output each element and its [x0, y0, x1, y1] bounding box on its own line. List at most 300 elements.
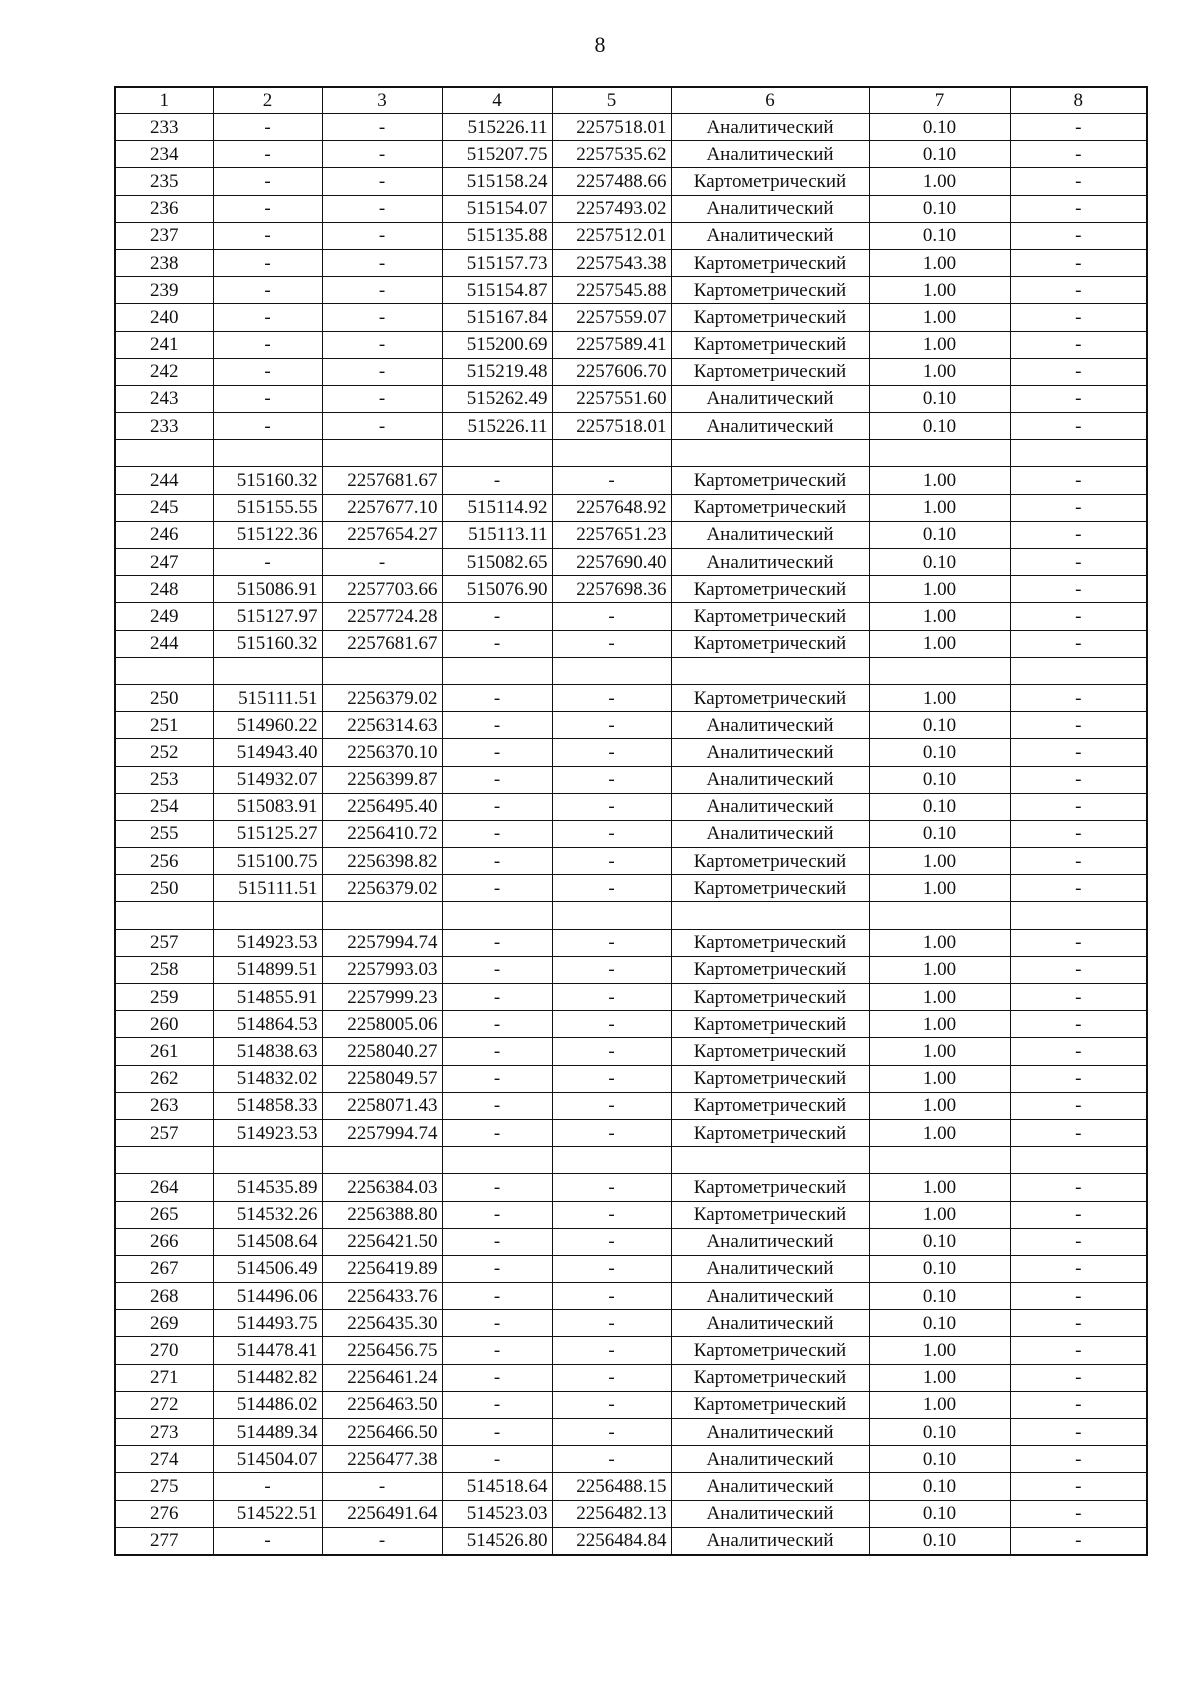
accuracy-cell: 1.00 — [869, 1337, 1010, 1364]
existing-x-cell: 514832.02 — [213, 1065, 322, 1092]
accuracy-cell: 1.00 — [869, 358, 1010, 385]
accuracy-cell: 0.10 — [869, 793, 1010, 820]
accuracy-cell: 1.00 — [869, 1011, 1010, 1038]
table-row — [115, 956, 1147, 983]
accuracy-cell: 0.10 — [869, 1419, 1010, 1446]
existing-x-cell: - — [213, 277, 322, 304]
new-x-cell: - — [442, 1391, 552, 1418]
existing-x-cell: - — [213, 549, 322, 576]
point-number-cell: 249 — [115, 603, 213, 630]
existing-x-cell: 514506.49 — [213, 1255, 322, 1282]
existing-y-cell: 2256370.10 — [322, 739, 442, 766]
table-row — [115, 630, 1147, 657]
point-number-cell: 277 — [115, 1527, 213, 1555]
accuracy-cell: 1.00 — [869, 277, 1010, 304]
existing-x-cell: 514899.51 — [213, 956, 322, 983]
table-row — [115, 467, 1147, 494]
new-y-cell: 2257535.62 — [552, 141, 671, 168]
method-cell: Аналитический — [671, 1446, 869, 1473]
description-cell: - — [1010, 848, 1147, 875]
description-cell: - — [1010, 1065, 1147, 1092]
existing-x-cell: 514504.07 — [213, 1446, 322, 1473]
point-number-cell: 254 — [115, 793, 213, 820]
existing-x-cell: 514855.91 — [213, 984, 322, 1011]
description-cell: - — [1010, 956, 1147, 983]
existing-x-cell: 515122.36 — [213, 521, 322, 548]
existing-x-cell: 514496.06 — [213, 1283, 322, 1310]
point-number-cell: 242 — [115, 358, 213, 385]
description-cell — [1010, 902, 1147, 929]
description-cell: - — [1010, 358, 1147, 385]
table-row — [115, 521, 1147, 548]
table-row — [115, 1391, 1147, 1418]
existing-x-cell: 514478.41 — [213, 1337, 322, 1364]
description-cell: - — [1010, 739, 1147, 766]
method-cell: Картометрический — [671, 1119, 869, 1146]
description-cell: - — [1010, 1092, 1147, 1119]
method-cell: Аналитический — [671, 114, 869, 141]
new-x-cell: 514518.64 — [442, 1473, 552, 1500]
new-y-cell — [552, 440, 671, 467]
new-x-cell: - — [442, 1201, 552, 1228]
table-row — [115, 1119, 1147, 1146]
new-y-cell: - — [552, 739, 671, 766]
coordinates-table — [114, 86, 1148, 1556]
table-separator-row — [115, 1147, 1147, 1174]
table-row — [115, 1527, 1147, 1555]
accuracy-cell: 0.10 — [869, 549, 1010, 576]
existing-x-cell: 515127.97 — [213, 603, 322, 630]
existing-y-cell: - — [322, 358, 442, 385]
accuracy-cell: 1.00 — [869, 848, 1010, 875]
existing-x-cell: - — [213, 195, 322, 222]
new-y-cell: - — [552, 712, 671, 739]
method-cell: Картометрический — [671, 304, 869, 331]
new-y-cell: 2257651.23 — [552, 521, 671, 548]
table-row — [115, 739, 1147, 766]
method-cell: Аналитический — [671, 1500, 869, 1527]
accuracy-cell: 1.00 — [869, 1092, 1010, 1119]
new-y-cell: - — [552, 984, 671, 1011]
existing-y-cell: 2256461.24 — [322, 1364, 442, 1391]
accuracy-cell: 1.00 — [869, 1038, 1010, 1065]
existing-x-cell: 514486.02 — [213, 1391, 322, 1418]
method-cell: Картометрический — [671, 331, 869, 358]
point-number-cell: 234 — [115, 141, 213, 168]
method-cell: Картометрический — [671, 848, 869, 875]
existing-y-cell: 2256435.30 — [322, 1310, 442, 1337]
existing-x-cell: 515160.32 — [213, 630, 322, 657]
point-number-cell — [115, 657, 213, 684]
table-row — [115, 1174, 1147, 1201]
accuracy-cell: 0.10 — [869, 195, 1010, 222]
column-header: 1 — [115, 87, 213, 114]
new-x-cell: 515135.88 — [442, 222, 552, 249]
point-number-cell: 266 — [115, 1228, 213, 1255]
method-cell: Картометрический — [671, 1174, 869, 1201]
existing-y-cell: 2258040.27 — [322, 1038, 442, 1065]
accuracy-cell: 0.10 — [869, 222, 1010, 249]
description-cell: - — [1010, 1201, 1147, 1228]
column-header: 7 — [869, 87, 1010, 114]
accuracy-cell — [869, 1147, 1010, 1174]
point-number-cell: 235 — [115, 168, 213, 195]
table-row — [115, 304, 1147, 331]
description-cell: - — [1010, 549, 1147, 576]
new-x-cell: - — [442, 712, 552, 739]
description-cell: - — [1010, 1337, 1147, 1364]
accuracy-cell: 0.10 — [869, 1310, 1010, 1337]
existing-x-cell: - — [213, 168, 322, 195]
point-number-cell: 244 — [115, 467, 213, 494]
description-cell — [1010, 1147, 1147, 1174]
new-x-cell: - — [442, 1119, 552, 1146]
existing-y-cell: 2256379.02 — [322, 684, 442, 711]
existing-y-cell: - — [322, 413, 442, 440]
new-x-cell: - — [442, 929, 552, 956]
method-cell: Картометрический — [671, 494, 869, 521]
method-cell: Картометрический — [671, 1201, 869, 1228]
existing-y-cell: 2257994.74 — [322, 1119, 442, 1146]
existing-x-cell: - — [213, 413, 322, 440]
existing-x-cell: - — [213, 249, 322, 276]
point-number-cell: 238 — [115, 249, 213, 276]
point-number-cell: 272 — [115, 1391, 213, 1418]
table-row — [115, 141, 1147, 168]
new-x-cell: - — [442, 1174, 552, 1201]
point-number-cell — [115, 902, 213, 929]
description-cell: - — [1010, 1255, 1147, 1282]
existing-x-cell — [213, 440, 322, 467]
existing-y-cell: 2257999.23 — [322, 984, 442, 1011]
accuracy-cell — [869, 902, 1010, 929]
existing-x-cell: - — [213, 1527, 322, 1555]
description-cell: - — [1010, 1527, 1147, 1555]
existing-y-cell: 2256433.76 — [322, 1283, 442, 1310]
accuracy-cell: 0.10 — [869, 1255, 1010, 1282]
existing-y-cell: 2256314.63 — [322, 712, 442, 739]
description-cell: - — [1010, 929, 1147, 956]
accuracy-cell: 1.00 — [869, 1065, 1010, 1092]
method-cell: Картометрический — [671, 576, 869, 603]
accuracy-cell: 1.00 — [869, 984, 1010, 1011]
accuracy-cell: 1.00 — [869, 1364, 1010, 1391]
method-cell: Картометрический — [671, 168, 869, 195]
new-y-cell: - — [552, 875, 671, 902]
existing-x-cell: 514864.53 — [213, 1011, 322, 1038]
new-x-cell: 515200.69 — [442, 331, 552, 358]
point-number-cell: 256 — [115, 848, 213, 875]
accuracy-cell: 1.00 — [869, 576, 1010, 603]
new-x-cell — [442, 1147, 552, 1174]
accuracy-cell: 1.00 — [869, 249, 1010, 276]
point-number-cell — [115, 1147, 213, 1174]
new-x-cell: 515219.48 — [442, 358, 552, 385]
accuracy-cell — [869, 440, 1010, 467]
existing-y-cell: 2256466.50 — [322, 1419, 442, 1446]
new-y-cell: 2257518.01 — [552, 114, 671, 141]
table-row — [115, 793, 1147, 820]
accuracy-cell: 0.10 — [869, 1228, 1010, 1255]
existing-x-cell: 514960.22 — [213, 712, 322, 739]
point-number-cell: 253 — [115, 766, 213, 793]
table-row — [115, 1228, 1147, 1255]
existing-x-cell: 514482.82 — [213, 1364, 322, 1391]
existing-y-cell: - — [322, 249, 442, 276]
table-row — [115, 984, 1147, 1011]
point-number-cell: 241 — [115, 331, 213, 358]
description-cell: - — [1010, 1038, 1147, 1065]
method-cell: Аналитический — [671, 739, 869, 766]
existing-y-cell: 2256463.50 — [322, 1391, 442, 1418]
point-number-cell: 268 — [115, 1283, 213, 1310]
new-y-cell: - — [552, 1228, 671, 1255]
existing-y-cell: 2256384.03 — [322, 1174, 442, 1201]
new-y-cell: 2257488.66 — [552, 168, 671, 195]
point-number-cell: 236 — [115, 195, 213, 222]
new-y-cell: 2256488.15 — [552, 1473, 671, 1500]
new-y-cell: - — [552, 1255, 671, 1282]
description-cell: - — [1010, 712, 1147, 739]
point-number-cell: 246 — [115, 521, 213, 548]
method-cell: Картометрический — [671, 249, 869, 276]
description-cell: - — [1010, 195, 1147, 222]
point-number-cell — [115, 440, 213, 467]
new-y-cell: 2257518.01 — [552, 413, 671, 440]
table-row — [115, 195, 1147, 222]
accuracy-cell: 1.00 — [869, 304, 1010, 331]
new-y-cell: 2257551.60 — [552, 385, 671, 412]
existing-y-cell: - — [322, 195, 442, 222]
existing-y-cell: - — [322, 1527, 442, 1555]
existing-y-cell: 2256399.87 — [322, 766, 442, 793]
existing-y-cell: 2256456.75 — [322, 1337, 442, 1364]
table-row — [115, 385, 1147, 412]
accuracy-cell: 1.00 — [869, 1391, 1010, 1418]
method-cell — [671, 1147, 869, 1174]
accuracy-cell: 1.00 — [869, 630, 1010, 657]
new-x-cell: 515114.92 — [442, 494, 552, 521]
existing-x-cell: - — [213, 222, 322, 249]
description-cell: - — [1010, 222, 1147, 249]
method-cell: Картометрический — [671, 1364, 869, 1391]
description-cell: - — [1010, 304, 1147, 331]
new-x-cell: - — [442, 875, 552, 902]
new-y-cell: - — [552, 1310, 671, 1337]
existing-x-cell: 514535.89 — [213, 1174, 322, 1201]
existing-x-cell: 514923.53 — [213, 929, 322, 956]
table-header-row — [115, 87, 1147, 114]
existing-y-cell: 2257724.28 — [322, 603, 442, 630]
table-row — [115, 1283, 1147, 1310]
new-x-cell: - — [442, 603, 552, 630]
point-number-cell: 273 — [115, 1419, 213, 1446]
point-number-cell: 265 — [115, 1201, 213, 1228]
description-cell: - — [1010, 494, 1147, 521]
new-y-cell — [552, 657, 671, 684]
new-x-cell: 515226.11 — [442, 413, 552, 440]
new-y-cell: - — [552, 793, 671, 820]
method-cell — [671, 657, 869, 684]
description-cell: - — [1010, 1500, 1147, 1527]
table-row — [115, 1310, 1147, 1337]
accuracy-cell: 0.10 — [869, 739, 1010, 766]
description-cell: - — [1010, 684, 1147, 711]
existing-y-cell: 2258049.57 — [322, 1065, 442, 1092]
description-cell: - — [1010, 603, 1147, 630]
new-x-cell — [442, 440, 552, 467]
existing-x-cell: 514943.40 — [213, 739, 322, 766]
new-y-cell: - — [552, 929, 671, 956]
existing-y-cell: 2258071.43 — [322, 1092, 442, 1119]
existing-y-cell: 2256410.72 — [322, 820, 442, 847]
method-cell — [671, 902, 869, 929]
description-cell: - — [1010, 875, 1147, 902]
description-cell: - — [1010, 1011, 1147, 1038]
new-x-cell: - — [442, 1038, 552, 1065]
table-row — [115, 114, 1147, 141]
existing-x-cell: 515083.91 — [213, 793, 322, 820]
existing-x-cell: - — [213, 385, 322, 412]
existing-x-cell: 514932.07 — [213, 766, 322, 793]
method-cell: Аналитический — [671, 1255, 869, 1282]
new-x-cell: - — [442, 848, 552, 875]
table-row — [115, 820, 1147, 847]
new-x-cell: - — [442, 956, 552, 983]
accuracy-cell: 0.10 — [869, 1500, 1010, 1527]
new-x-cell: 515226.11 — [442, 114, 552, 141]
new-x-cell: 515262.49 — [442, 385, 552, 412]
description-cell: - — [1010, 141, 1147, 168]
point-number-cell: 255 — [115, 820, 213, 847]
existing-y-cell: 2256398.82 — [322, 848, 442, 875]
description-cell: - — [1010, 1446, 1147, 1473]
description-cell: - — [1010, 114, 1147, 141]
table-row — [115, 1065, 1147, 1092]
new-y-cell: - — [552, 603, 671, 630]
method-cell: Картометрический — [671, 1092, 869, 1119]
table-row — [115, 766, 1147, 793]
new-y-cell: 2257545.88 — [552, 277, 671, 304]
new-x-cell: 515082.65 — [442, 549, 552, 576]
existing-x-cell: - — [213, 331, 322, 358]
point-number-cell: 260 — [115, 1011, 213, 1038]
new-y-cell: - — [552, 1337, 671, 1364]
point-number-cell: 261 — [115, 1038, 213, 1065]
existing-y-cell: 2257681.67 — [322, 630, 442, 657]
description-cell: - — [1010, 793, 1147, 820]
existing-y-cell: - — [322, 1473, 442, 1500]
accuracy-cell: 1.00 — [869, 467, 1010, 494]
new-y-cell: 2257698.36 — [552, 576, 671, 603]
new-y-cell: 2257606.70 — [552, 358, 671, 385]
existing-y-cell: 2257681.67 — [322, 467, 442, 494]
existing-y-cell: - — [322, 304, 442, 331]
description-cell: - — [1010, 766, 1147, 793]
table-row — [115, 1038, 1147, 1065]
method-cell: Картометрический — [671, 358, 869, 385]
column-header: 2 — [213, 87, 322, 114]
existing-y-cell: 2257677.10 — [322, 494, 442, 521]
method-cell: Аналитический — [671, 1419, 869, 1446]
new-y-cell: - — [552, 1391, 671, 1418]
existing-y-cell — [322, 440, 442, 467]
point-number-cell: 248 — [115, 576, 213, 603]
new-x-cell: - — [442, 630, 552, 657]
column-header: 6 — [671, 87, 869, 114]
existing-y-cell — [322, 902, 442, 929]
new-x-cell: - — [442, 1255, 552, 1282]
method-cell: Картометрический — [671, 277, 869, 304]
point-number-cell: 250 — [115, 875, 213, 902]
table-row — [115, 277, 1147, 304]
method-cell: Аналитический — [671, 141, 869, 168]
new-y-cell: 2257690.40 — [552, 549, 671, 576]
method-cell: Аналитический — [671, 1527, 869, 1555]
existing-y-cell: - — [322, 141, 442, 168]
existing-x-cell: 515100.75 — [213, 848, 322, 875]
new-x-cell: 515113.11 — [442, 521, 552, 548]
existing-y-cell: - — [322, 385, 442, 412]
point-number-cell: 257 — [115, 929, 213, 956]
existing-y-cell: - — [322, 168, 442, 195]
new-y-cell: - — [552, 848, 671, 875]
point-number-cell: 239 — [115, 277, 213, 304]
description-cell: - — [1010, 168, 1147, 195]
new-x-cell: 515158.24 — [442, 168, 552, 195]
accuracy-cell: 0.10 — [869, 766, 1010, 793]
existing-y-cell: 2257654.27 — [322, 521, 442, 548]
description-cell — [1010, 657, 1147, 684]
accuracy-cell: 0.10 — [869, 712, 1010, 739]
column-header: 4 — [442, 87, 552, 114]
existing-x-cell: - — [213, 114, 322, 141]
new-x-cell: - — [442, 1065, 552, 1092]
accuracy-cell: 1.00 — [869, 331, 1010, 358]
new-x-cell: - — [442, 1310, 552, 1337]
new-y-cell — [552, 1147, 671, 1174]
method-cell: Картометрический — [671, 630, 869, 657]
accuracy-cell: 0.10 — [869, 820, 1010, 847]
existing-y-cell: 2256495.40 — [322, 793, 442, 820]
new-y-cell: - — [552, 684, 671, 711]
method-cell: Аналитический — [671, 1283, 869, 1310]
method-cell: Аналитический — [671, 820, 869, 847]
existing-x-cell: 514493.75 — [213, 1310, 322, 1337]
new-x-cell: 514523.03 — [442, 1500, 552, 1527]
new-y-cell: - — [552, 1174, 671, 1201]
point-number-cell: 244 — [115, 630, 213, 657]
table-body — [115, 87, 1147, 1555]
description-cell: - — [1010, 1283, 1147, 1310]
method-cell: Картометрический — [671, 1011, 869, 1038]
new-y-cell: - — [552, 1065, 671, 1092]
description-cell: - — [1010, 385, 1147, 412]
existing-y-cell: - — [322, 549, 442, 576]
method-cell: Картометрический — [671, 1391, 869, 1418]
table-row — [115, 875, 1147, 902]
method-cell: Картометрический — [671, 1065, 869, 1092]
description-cell: - — [1010, 249, 1147, 276]
point-number-cell: 258 — [115, 956, 213, 983]
column-header: 5 — [552, 87, 671, 114]
existing-x-cell — [213, 1147, 322, 1174]
existing-x-cell: 515111.51 — [213, 684, 322, 711]
description-cell: - — [1010, 1473, 1147, 1500]
description-cell: - — [1010, 630, 1147, 657]
new-y-cell: - — [552, 766, 671, 793]
accuracy-cell: 0.10 — [869, 413, 1010, 440]
